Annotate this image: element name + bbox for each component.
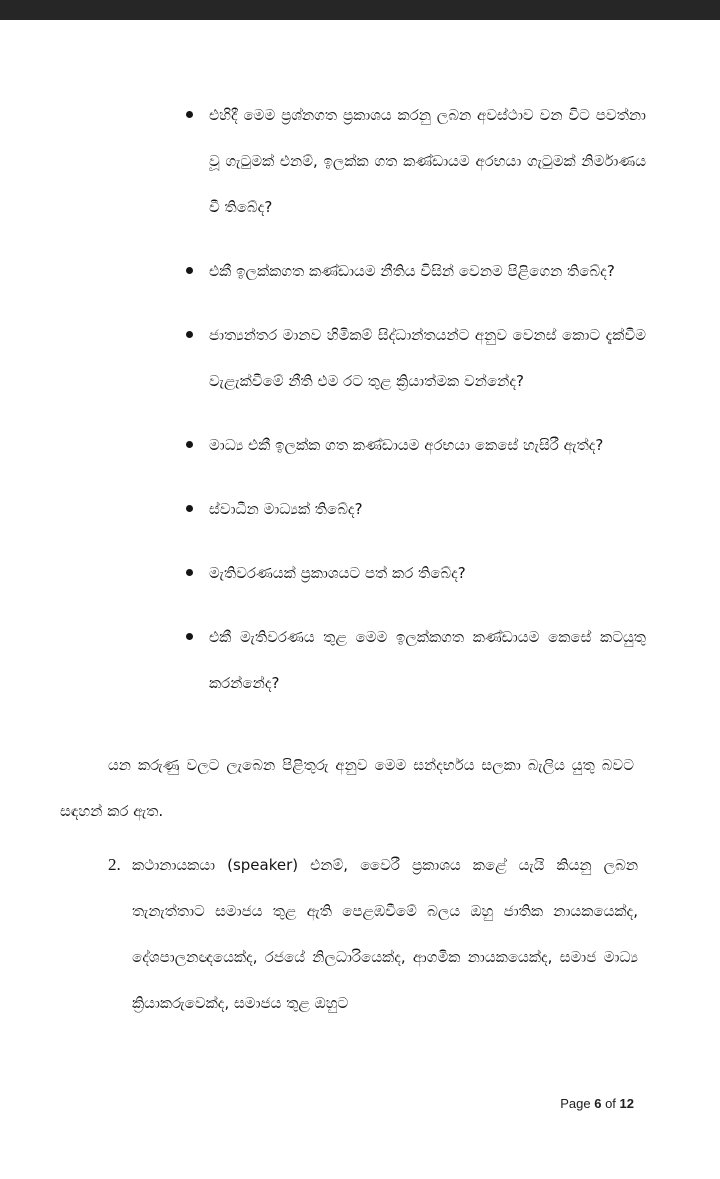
list-item [186, 614, 646, 706]
list-item-text: එකී මැතිවරණය තුළ මෙම ඉලක්කගත කණ්ඩායම කෙසේ කටයුතු කරන්නේද? [209, 628, 646, 692]
numbered-paragraph-text: කථානායකයා (speaker) එනම්, වෛරී ප්‍රකාශය කළේ යැයි කියනු ලබන තැනැත්තාට සමාජය තුළ ඇති පෙළඹවීමේ බලය ඔහු ජාතික නායකයෙක්ද, දේශපාලනඥයෙක්ද, රජයේ නිලධාරියෙක්ද, ආගමික නායකයෙක්ද, සමාජ මාධ්‍ය ක්‍රියාකරුවෙක්ද, සමාජය තුළ ඔහුට [132, 856, 638, 1012]
list-item-text: ජාත්‍යන්තර මානව හිමිකම් සිද්ධාන්තයන්ට අනුව වෙනස් කොට දැක්වීම වැළැක්වීමේ නීති එම රට තුළ ක්‍රියාත්මක වන්නේද? [209, 326, 646, 390]
list-item [186, 92, 646, 230]
list-item [186, 248, 646, 294]
list-item-text: මාධ්‍ය එකී ඉලක්ක ගත කණ්ඩායම අරභයා කෙසේ හැසිරී ඇත්ද? [209, 436, 604, 454]
numbered-paragraph [108, 842, 638, 1026]
list-item [186, 550, 646, 596]
list-item [186, 312, 646, 404]
closing-paragraph: යන කරුණු වලට ලැබෙන පිළිතුරු අනුව මෙම සන්දර්භය සලකා බැලිය යුතු බවට සඳහන් කර ඇත. [60, 756, 634, 820]
bullet-icon [186, 633, 193, 640]
page-separator: of [605, 1096, 616, 1111]
bullet-icon [186, 267, 193, 274]
list-item-text: එකී ඉලක්කගත කණ්ඩායම නීතිය විසින් වෙනම පිළිගෙන තිබේද? [209, 262, 615, 280]
list-item-text: ස්වාධීන මාධ්‍යක් තිබේද? [209, 500, 363, 518]
list-item [186, 486, 646, 532]
list-item [186, 422, 646, 468]
bullet-icon [186, 569, 193, 576]
current-page: 6 [594, 1096, 602, 1111]
bullet-icon [186, 505, 193, 512]
total-pages: 12 [619, 1096, 634, 1111]
list-item-text: එහිදී මෙම ප්‍රශ්නගත ප්‍රකාශය කරනු ලබන අවස්ථාව වන විට පවත්නා වූ ගැටුමක් එනම්, ඉලක්ක ගත කණ්ඩායම අරභයා ගැටුමක් නිර්මාණය වී තිබේද? [209, 106, 646, 216]
bullet-icon [186, 441, 193, 448]
bullet-list [186, 92, 646, 724]
list-item-text: මැතිවරණයක් ප්‍රකාශයට පත් කර තිබේද? [209, 564, 466, 582]
document-page [0, 20, 720, 1179]
top-bar [0, 0, 720, 20]
bullet-icon [186, 111, 193, 118]
page-prefix: Page [560, 1096, 591, 1111]
item-number: 2. [108, 855, 121, 874]
page-number [560, 1096, 634, 1111]
bullet-icon [186, 331, 193, 338]
